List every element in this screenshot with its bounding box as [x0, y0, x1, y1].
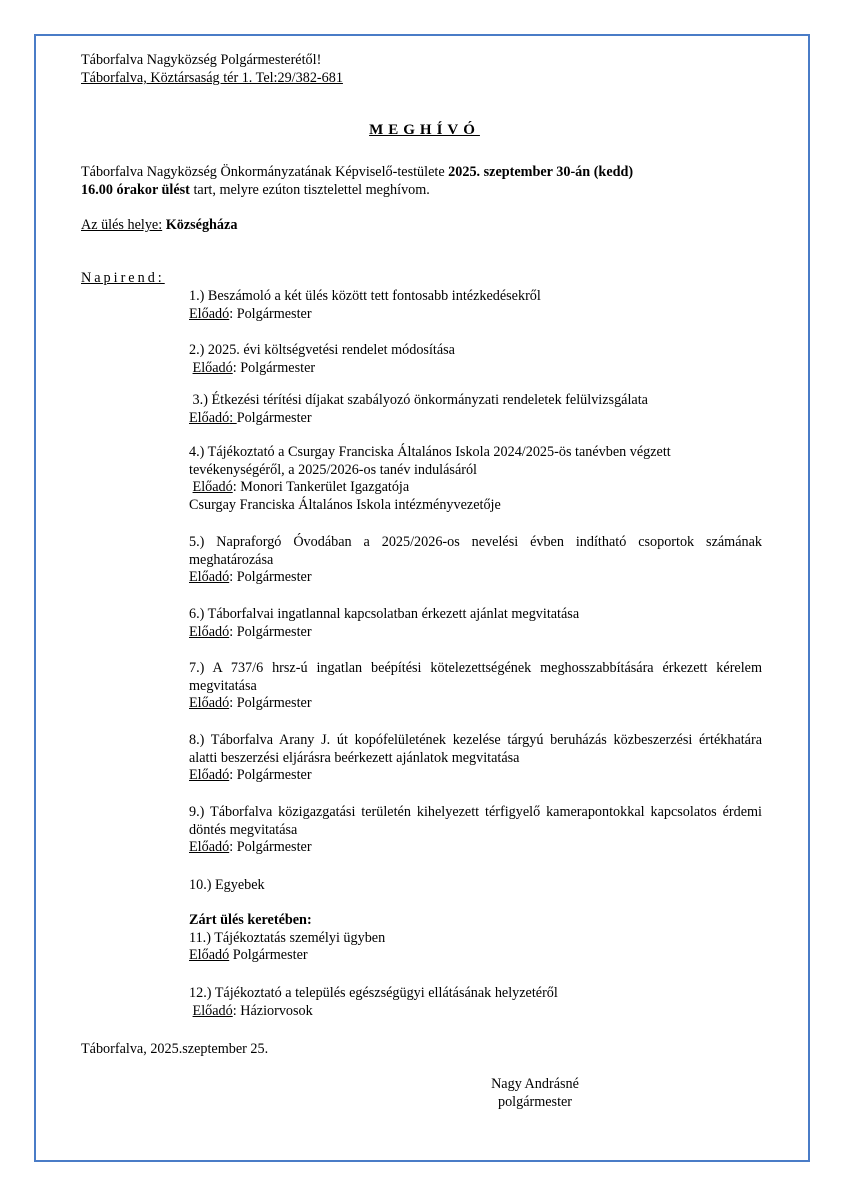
presenter-label: Előadó	[189, 623, 230, 640]
venue-label: Az ülés helye:	[81, 217, 163, 233]
agenda-item: 2.) 2025. évi költségvetési rendelet módosítása Előadó: Polgármester	[189, 342, 762, 377]
agenda-item-text: 10.) Egyebek	[189, 877, 265, 893]
agenda-item-text: 4.) Tájékoztató a Csurgay Franciska Általános Iskola 2024/2025-ös tanévben végzett tevékenységéről, a 2025/2026-os tanév indulásáról	[189, 444, 671, 478]
agenda-item-text: 3.) Étkezési térítési díjakat szabályozó önkormányzati rendeletek felülvizsgálata	[192, 392, 648, 408]
venue	[81, 216, 237, 234]
presenter-label: Előadó	[192, 479, 233, 496]
presenter-label: Előadó	[189, 305, 230, 322]
place-date: Táborfalva, 2025.szeptember 25.	[81, 1041, 269, 1057]
presenter: Polgármester	[236, 767, 312, 784]
intro-text-end: tart, melyre ezúton tisztelettel meghívom.	[189, 182, 430, 198]
presenter: Polgármester	[236, 409, 312, 426]
intro-text: Táborfalva Nagyközség Önkormányzatának Képviselő-testülete	[81, 164, 449, 180]
presenter-label: Előadó	[189, 695, 230, 712]
presenter: Háziorvosok	[240, 1002, 313, 1019]
intro-line-1	[81, 163, 633, 181]
agenda-item: 4.) Tájékoztató a Csurgay Franciska Általános Iskola 2024/2025-ös tanévben végzett tevékenységéről, a 2025/2026-os tanév indulásáról Előadó: Monori Tankerület Igazgatója Csurgay Franciska Általános Iskola intézményvezetője	[189, 444, 762, 514]
presenter-label: Előadó	[189, 767, 230, 784]
presenter-label: Előadó	[189, 409, 230, 426]
closed-session	[189, 912, 762, 965]
presenter: Polgármester	[236, 695, 312, 712]
agenda-item: 3.) Étkezési térítési díjakat szabályozó önkormányzati rendeletek felülvizsgálata Előadó: Polgármester	[189, 392, 648, 426]
agenda-item-text: 2.) 2025. évi költségvetési rendelet módosítása	[189, 342, 455, 358]
presenter-label: Előadó	[192, 359, 233, 376]
header-line-1: Táborfalva Nagyközség Polgármesterétől!	[81, 52, 322, 68]
signer-title: polgármester	[497, 1094, 573, 1110]
presenter: Polgármester	[236, 569, 312, 586]
presenter-label: Előadó	[189, 947, 230, 964]
intro-line-2	[81, 181, 430, 199]
agenda-item: 8.) Táborfalva Arany J. út kopófelületének kezelése tárgyú beruházás közbeszerzési értékhatára alatti beszerzési eljárásra beérkezett ajánlatok megvitatása Előadó: Polgármester	[189, 732, 762, 784]
agenda-item	[189, 877, 762, 895]
signer-name: Nagy Andrásné	[491, 1076, 579, 1092]
presenter-label: Előadó	[192, 1002, 233, 1019]
presenter: Polgármester	[236, 623, 312, 640]
agenda-item: 5.) Napraforgó Óvodában a 2025/2026-os nevelési évben indítható csoportok számának meghatározása Előadó: Polgármester	[189, 534, 762, 586]
presenter-label: Előadó	[189, 839, 230, 856]
presenter: Monori Tankerület Igazgatója	[240, 479, 410, 496]
presenter-2: Csurgay Franciska Általános Iskola intézményvezetője	[189, 496, 501, 513]
agenda-item: 7.) A 737/6 hrsz-ú ingatlan beépítési kötelezettségének meghosszabbítására érkezett kérelem megvitatása Előadó: Polgármester	[189, 660, 762, 712]
agenda-item: 12.) Tájékoztató a település egészségügyi ellátásának helyzetéről Előadó: Háziorvosok	[189, 985, 762, 1020]
document-title: MEGHÍVÓ	[369, 122, 480, 138]
agenda-item-text: 8.) Táborfalva Arany J. út kopófelületének kezelése tárgyú beruházás közbeszerzési értékhatára alatti beszerzési eljárásra beérkezett ajánlatok megvitatása	[189, 732, 762, 766]
agenda-item-text: 9.) Táborfalva közigazgatási területén kihelyezett térfigyelő kamerapontokkal kapcsolatos érdemi döntés megvitatása	[189, 804, 762, 838]
presenter: Polgármester	[236, 305, 312, 322]
header-address: Táborfalva, Köztársaság tér 1. Tel:29/382-681	[81, 70, 343, 86]
agenda-item: 9.) Táborfalva közigazgatási területén kihelyezett térfigyelő kamerapontokkal kapcsolatos érdemi döntés megvitatása Előadó: Polgármester	[189, 804, 762, 856]
agenda-item-text: 5.) Napraforgó Óvodában a 2025/2026-os nevelési évben indítható csoportok számának meghatározása	[189, 534, 762, 568]
agenda-item-text: 6.) Táborfalvai ingatlannal kapcsolatban érkezett ajánlat megvitatása	[189, 606, 580, 622]
agenda-item: 1.) Beszámoló a két ülés között tett fontosabb intézkedésekről Előadó: Polgármester	[189, 288, 762, 323]
closed-session-heading: Zárt ülés keretében:	[189, 912, 312, 928]
agenda-item-text: 7.) A 737/6 hrsz-ú ingatlan beépítési kötelezettségének meghosszabbítására érkezett kérelem megvitatása	[189, 660, 762, 694]
agenda-label: Napirend:	[81, 270, 165, 286]
presenter: Polgármester	[240, 359, 316, 376]
presenter: Polgármester	[236, 839, 312, 856]
agenda-item-text: 1.) Beszámoló a két ülés között tett fontosabb intézkedésekről	[189, 288, 541, 304]
meeting-time: 16.00 órakor ülést	[81, 182, 190, 198]
agenda-item-text: 11.) Tájékoztatás személyi ügyben	[189, 929, 386, 946]
agenda-item: 6.) Táborfalvai ingatlannal kapcsolatban érkezett ajánlat megvitatása Előadó: Polgármester	[189, 606, 762, 641]
venue-value: Községháza	[165, 217, 238, 233]
presenter-label: Előadó	[189, 569, 230, 586]
agenda-item-text: 12.) Tájékoztató a település egészségügyi ellátásának helyzetéről	[189, 985, 558, 1001]
presenter: Polgármester	[232, 947, 308, 964]
meeting-date: 2025. szeptember 30-án (kedd)	[448, 164, 634, 180]
